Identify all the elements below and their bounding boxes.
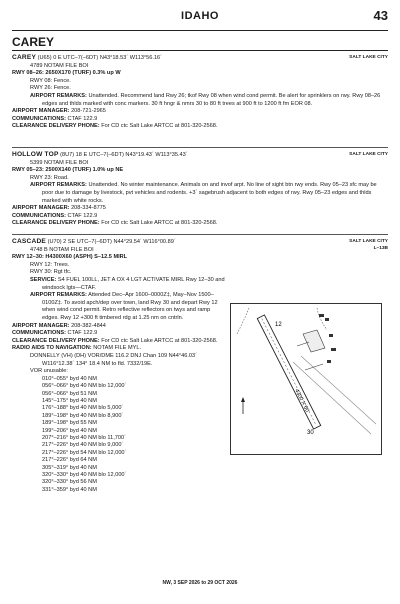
chart-reference: SALT LAKE CITY [349, 55, 388, 60]
north-arrow-icon [241, 397, 245, 402]
list-item: 305°–319° byd 40 NM [42, 464, 97, 471]
list-item: 217°–226° byd 54 NM blo 12,000´ [42, 449, 127, 456]
page-header [12, 6, 388, 28]
list-item: 189°–198° byd 55 NM [42, 420, 97, 427]
vor-unusable-label: VOR unusable: [30, 368, 68, 375]
airport-diagram [230, 303, 382, 455]
airport-id-line: CASCADE (U70) 2 SE UTC–7(–6DT) N44°29.54´ W116°00.89´ [12, 238, 176, 245]
vor-line: DONNELLY (VH) (DH) VOR/DME 116.2 DNJ Chan 109 N44°46.03´ [30, 352, 198, 359]
airport-manager: AIRPORT MANAGER: 208-382-4844 [12, 322, 106, 329]
vor-line: W116°12.38´ 134° 18.4 NM to fld. 7332/19E. [42, 360, 153, 367]
state-title: IDAHO [181, 10, 219, 22]
clearance-delivery: CLEARANCE DELIVERY PHONE: For CD ctc Salt Lake ARTCC at 801-320-2568. [12, 337, 218, 344]
runway-end-label: 30 [307, 430, 314, 436]
communications: COMMUNICATIONS: CTAF 122.9 [12, 115, 98, 122]
airport-manager: AIRPORT MANAGER: 208-721-2965 [12, 108, 106, 115]
runway-end: RWY 08: Fence. [30, 77, 71, 84]
list-item: 207°–216° byd 40 NM blo 11,700´ [42, 434, 126, 441]
page-footer: NW, 3 SEP 2026 to 29 OCT 2026 [162, 580, 238, 586]
elevation-line: 5399 NOTAM FILE BOI [30, 159, 89, 166]
chart-reference: SALT LAKE CITY L–13B [349, 239, 388, 251]
list-item: 056°–066° byd 51 NM [42, 390, 97, 397]
header-rule [12, 30, 388, 31]
runway-end-label: 12 [275, 322, 282, 328]
runway-dimension-label: 4300 X 60 [293, 388, 310, 414]
list-item: 331°–359° byd 40 NM [42, 486, 97, 493]
apron [303, 330, 325, 352]
city-heading: CAREY [12, 35, 55, 49]
airport-remarks: AIRPORT REMARKS: Attended Dec–Apr 1600–0000Z‡, May–Nov 1500–0100Z‡. To avoid apch/dep over town, land Rwy 30 and depart Rwy 12 when wind cond permit. Retro reflective reflectors on twys and ramp edges. Rwy 12 +300 ft timbered rdg at 1.25 nm on cntrln. [30, 292, 218, 321]
tree-line [237, 308, 249, 334]
entry-separator [12, 147, 388, 148]
building [325, 318, 329, 321]
page-number: 43 [373, 8, 388, 23]
airport-diagram-graphic [231, 304, 381, 454]
clearance-delivery: CLEARANCE DELIVERY PHONE: For CD ctc Salt Lake ARTCC at 801-320-2568. [12, 123, 218, 130]
building [327, 360, 331, 363]
runway-line: RWY 05–23: 2500X140 (TURF) 1.0% up NE [12, 167, 124, 174]
list-item: 199°–206° byd 40 NM [42, 427, 97, 434]
list-item: 217°–226° byd 40 NM blo 9,000´ [42, 442, 124, 449]
chart-reference: SALT LAKE CITY [349, 152, 388, 157]
airport-entry-hollow-top [12, 151, 388, 228]
building [329, 334, 333, 337]
building [319, 314, 324, 317]
runway-end: RWY 23: Road. [30, 174, 69, 181]
list-item: 189°–198° byd 40 NM blo 8,900´ [42, 412, 124, 419]
airport-name: CAREY [12, 54, 37, 61]
communications: COMMUNICATIONS: CTAF 122.9 [12, 330, 98, 337]
taxiway [305, 364, 323, 370]
airport-id-line: HOLLOW TOP (8U7) 18 E UTC–7(–6DT) N43°19.43´ W113°35.43´ [12, 151, 188, 158]
airport-manager: AIRPORT MANAGER: 208-334-8775 [12, 205, 106, 212]
entry-separator [12, 234, 388, 235]
airport-remarks: AIRPORT REMARKS: Unattended. No winter maintenance. Animals on and invof arpt. No line of sight btn rwy ends. Rwy 05–23 sfc may be poor due to damage by livestock, pvt vehicles and rodents. +3´ sagebrush adjacent to both edges of rwy. Rwy 05–23 edges and thlds marked with white rocks. [30, 182, 377, 204]
airport-entry-carey [12, 54, 388, 131]
list-item: 010°–055° byd 40 NM [42, 375, 97, 382]
communications: COMMUNICATIONS: CTAF 122.9 [12, 212, 98, 219]
list-item: 145°–175° byd 40 NM [42, 397, 97, 404]
elevation-line: 4748 B NOTAM FILE BOI [30, 246, 94, 253]
runway-line: RWY 12–30: H4300X60 (ASPH) S–12.5 MIRL [12, 254, 128, 261]
clearance-delivery: CLEARANCE DELIVERY PHONE: For CD ctc Salt Lake ARTCC at 801-320-2568. [12, 220, 218, 227]
city-rule [12, 50, 388, 51]
airport-name: HOLLOW TOP [12, 151, 59, 158]
airport-id-line: CAREY (U65) 0 E UTC–7(–6DT) N43°18.53´ W113°56.16´ [12, 54, 163, 61]
runway-line: RWY 08–26: 2650X170 (TURF) 0.3% up W [12, 70, 121, 77]
list-item: 176°–188° byd 40 NM blo 5,000´ [42, 405, 124, 412]
radio-aids: RADIO AIDS TO NAVIGATION: NOTAM FILE MYL. [12, 345, 141, 352]
runway-end: RWY 26: Fence. [30, 85, 71, 92]
airport-remarks: AIRPORT REMARKS: Unattended. Recommend land Rwy 26; tkof Rwy 08 when wind cond permit. Be alert for sprinklers on rwy. Rwy 08–26 edges and thlds marked with conc markers. 30 ft hngr & nmrs 30 to 80 ft trees at 900 ft to 1200 ft fm EOR 08. [30, 92, 381, 107]
list-item: 056°–066° byd 40 NM blo 12,000´ [42, 383, 127, 390]
list-item: 217°–226° byd 64 NM [42, 457, 97, 464]
airport-name: CASCADE [12, 238, 47, 245]
building [331, 348, 336, 351]
list-item: 320°–330° byd 56 NM [42, 479, 97, 486]
service-line: SERVICE: S4 FUEL 100LL, JET A OX 4 LGT ACTIVATE MIRL Rwy 12–30 and windsock lgts—CTAF. [30, 276, 225, 291]
list-item: 320°–330° byd 40 NM blo 12,000´ [42, 471, 127, 478]
elevation-line: 4789 NOTAM FILE BOI [30, 62, 89, 69]
runway-end: RWY 12: Trees. [30, 261, 70, 268]
runway-end: RWY 30: Rgt tfc. [30, 269, 72, 276]
